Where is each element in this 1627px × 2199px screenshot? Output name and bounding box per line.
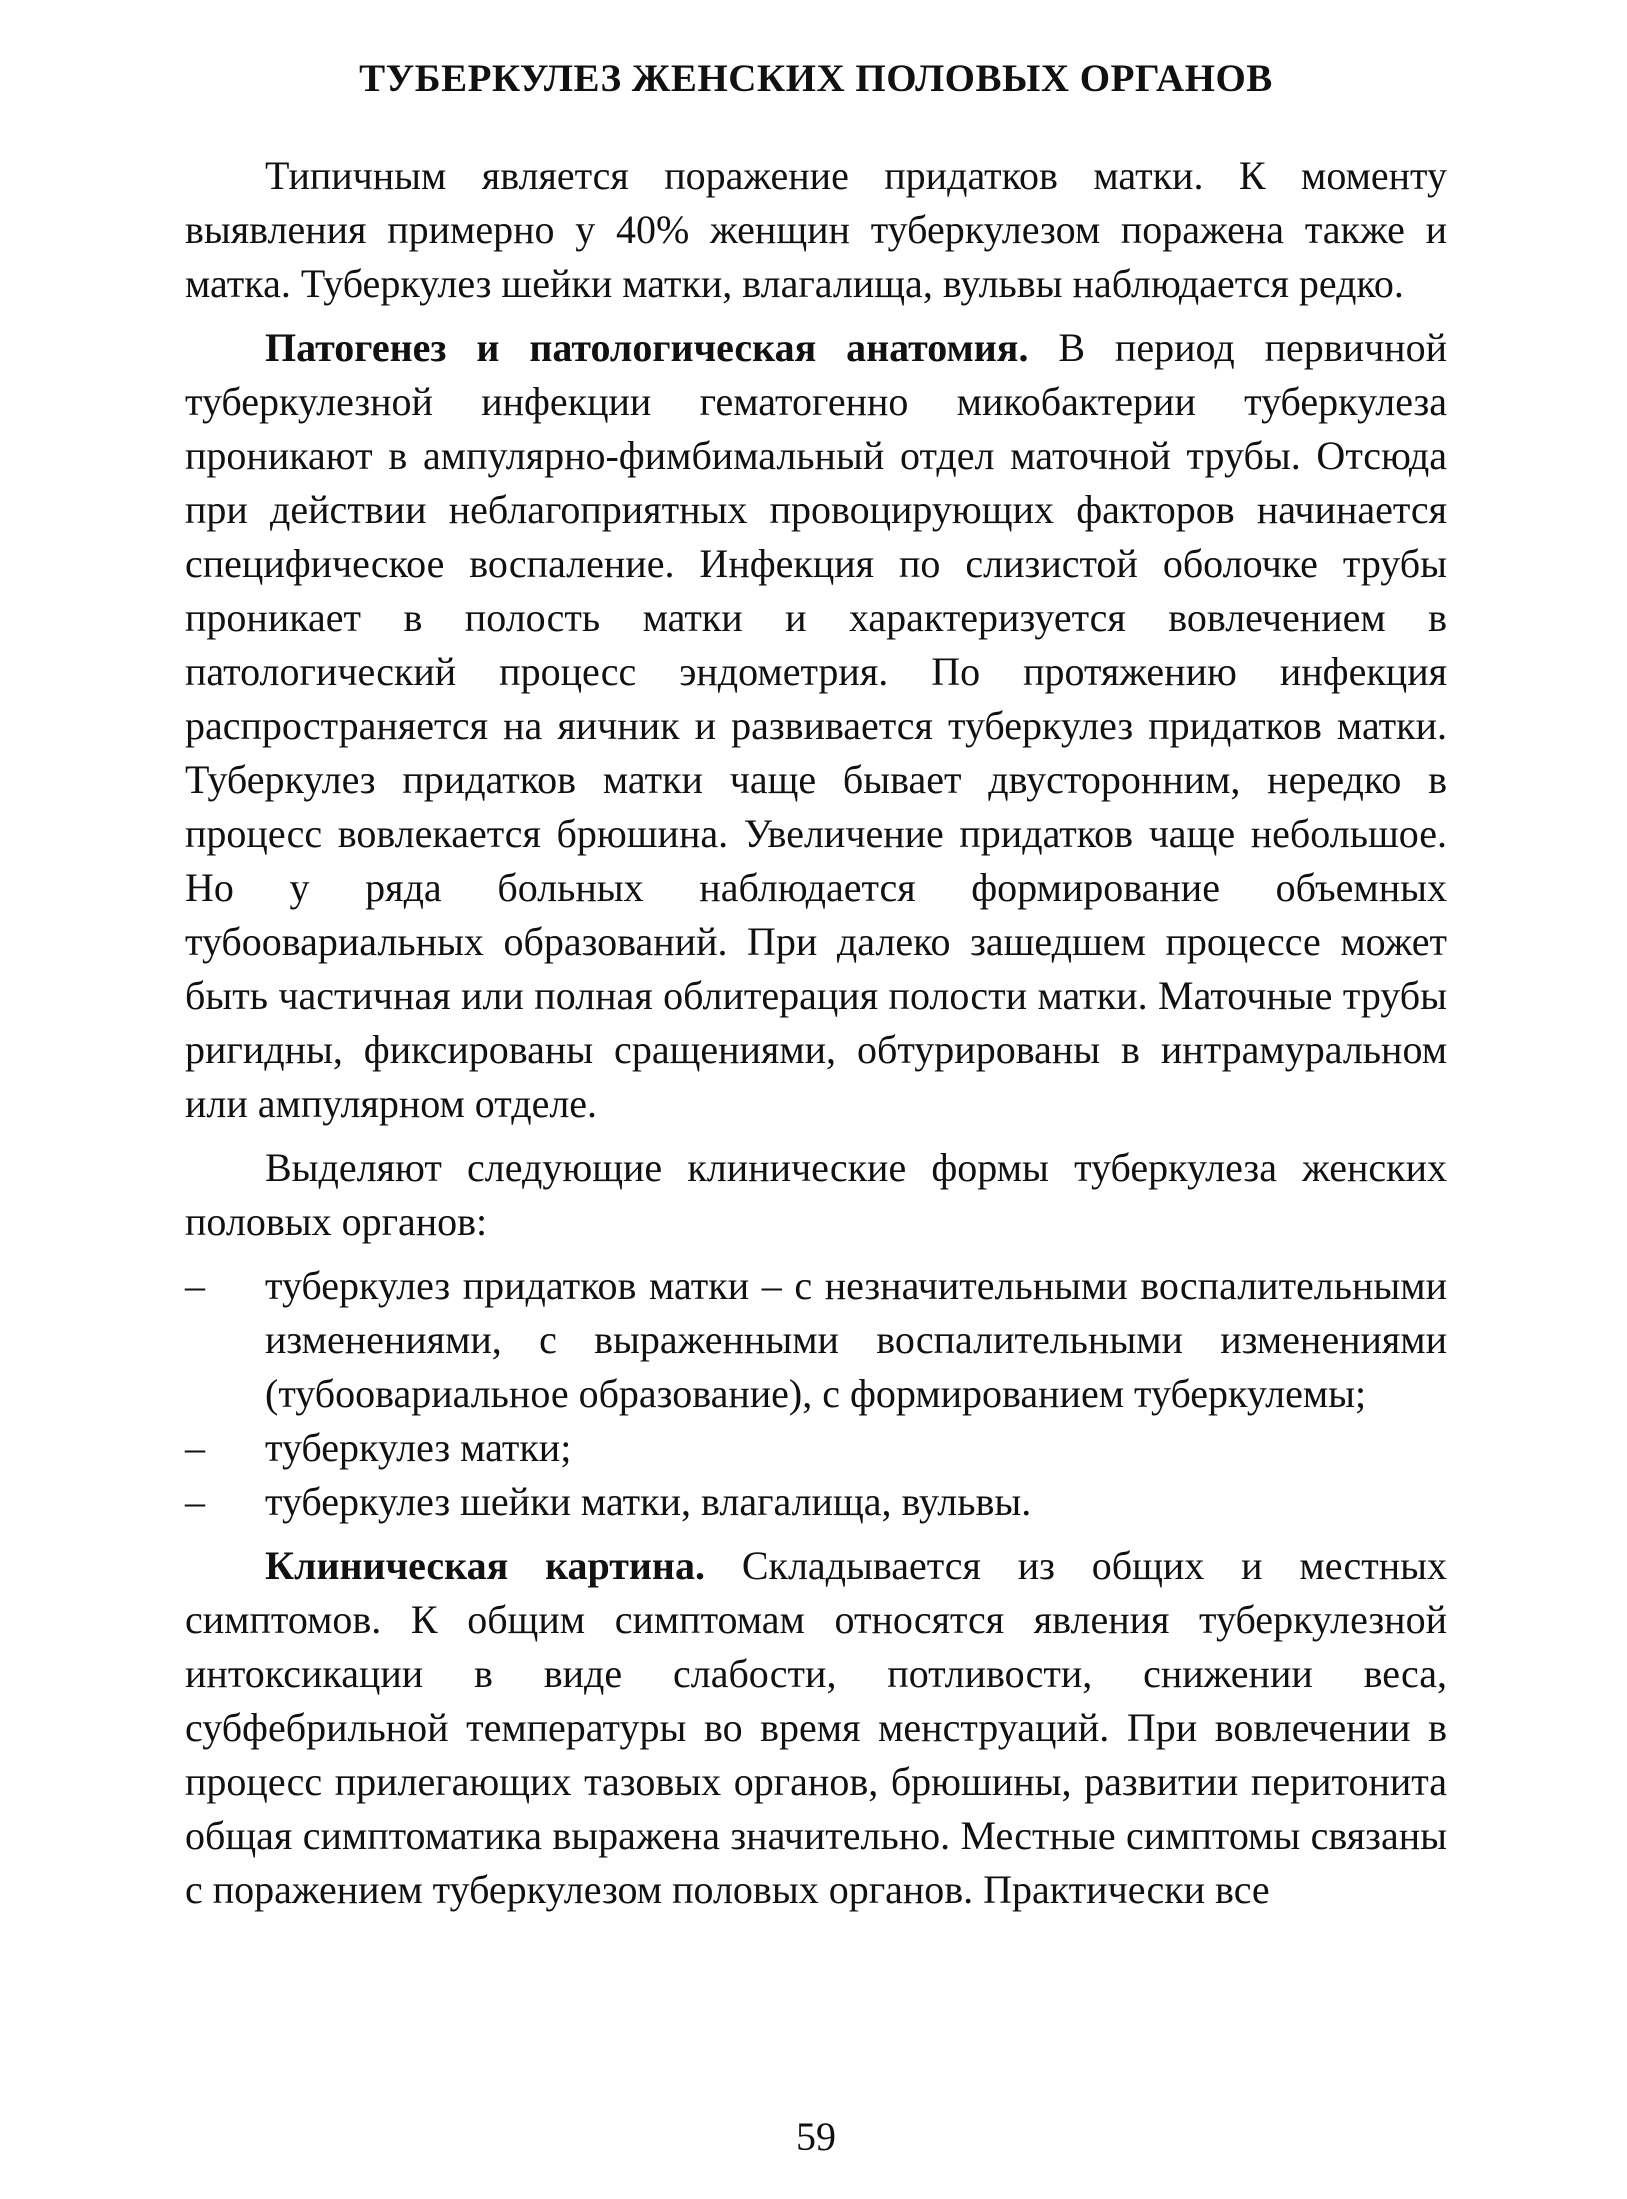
list-item-text: туберкулез придатков матки – с незначительными воспалительными изменениями, с выраженными воспалительными изменениями (тубоовариальное образование), с формированием туберкулемы;: [265, 1262, 1447, 1416]
page-title: ТУБЕРКУЛЕЗ ЖЕНСКИХ ПОЛОВЫХ ОРГАНОВ: [359, 57, 1273, 100]
pathogenesis-heading: Патогенез и патологическая анатомия.: [265, 324, 1029, 370]
paragraph-intro: [185, 149, 1447, 311]
document-page: [185, 40, 1447, 2160]
pathogenesis-text: В период первичной туберкулезной инфекции гематогенно микобактерии туберкулеза проникают в ампулярно-фимбимальный отдел маточной трубы. Отсюда при действии неблагоприятных провоцирующих факторов начинается специфическое воспаление. Инфекция по слизистой оболочке трубы проникает в полость матки и характеризуется вовлечением в патологический процесс эндометрия. По протяжению инфекция распространяется на яичник и развивается туберкулез придатков матки. Туберкулез придатков матки чаще бывает двусторонним, нередко в процесс вовлекается брюшина. Увеличение придатков чаще небольшое. Но у ряда больных наблюдается формирование объемных тубоовариальных образований. При далеко зашедшем процессе может быть частичная или полная облитерация полости матки. Маточные трубы ригидны, фиксированы сращениями, обтурированы в интрамуральном или ампулярном отделе.: [185, 324, 1447, 1126]
list-dash: –: [185, 1424, 205, 1470]
list-dash: –: [185, 1478, 205, 1524]
clinical-forms-list: [185, 1259, 1447, 1529]
list-item-text: туберкулез шейки матки, влагалища, вульвы.: [265, 1478, 1032, 1524]
list-item: [185, 1421, 1447, 1475]
paragraph-intro-text: Типичным является поражение придатков матки. К моменту выявления примерно у 40% женщин туберкулезом поражена также и матка. Туберкулез шейки матки, влагалища, вульвы наблюдается редко.: [185, 152, 1447, 306]
clinical-heading: Клиническая картина.: [265, 1542, 705, 1588]
list-item: [185, 1259, 1447, 1421]
forms-intro-text: Выделяют следующие клинические формы туберкулеза женских половых органов:: [185, 1144, 1447, 1244]
paragraph-clinical: [185, 1539, 1447, 1917]
clinical-text: Складывается из общих и местных симптомов. К общим симптомам относятся явления туберкулезной интоксикации в виде слабости, потливости, снижении веса, субфебрильной температуры во время менструаций. При вовлечении в процесс прилегающих тазовых органов, брюшины, развитии перитонита общая симптоматика выражена значительно. Местные симптомы связаны с поражением туберкулезом половых органов. Практически все: [185, 1542, 1448, 1912]
list-item-text: туберкулез матки;: [265, 1424, 572, 1470]
page-number: 59: [796, 2114, 836, 2159]
paragraph-forms-intro: [185, 1141, 1447, 1249]
list-item: [185, 1475, 1447, 1529]
paragraph-pathogenesis: [185, 321, 1447, 1131]
list-dash: –: [185, 1262, 205, 1308]
